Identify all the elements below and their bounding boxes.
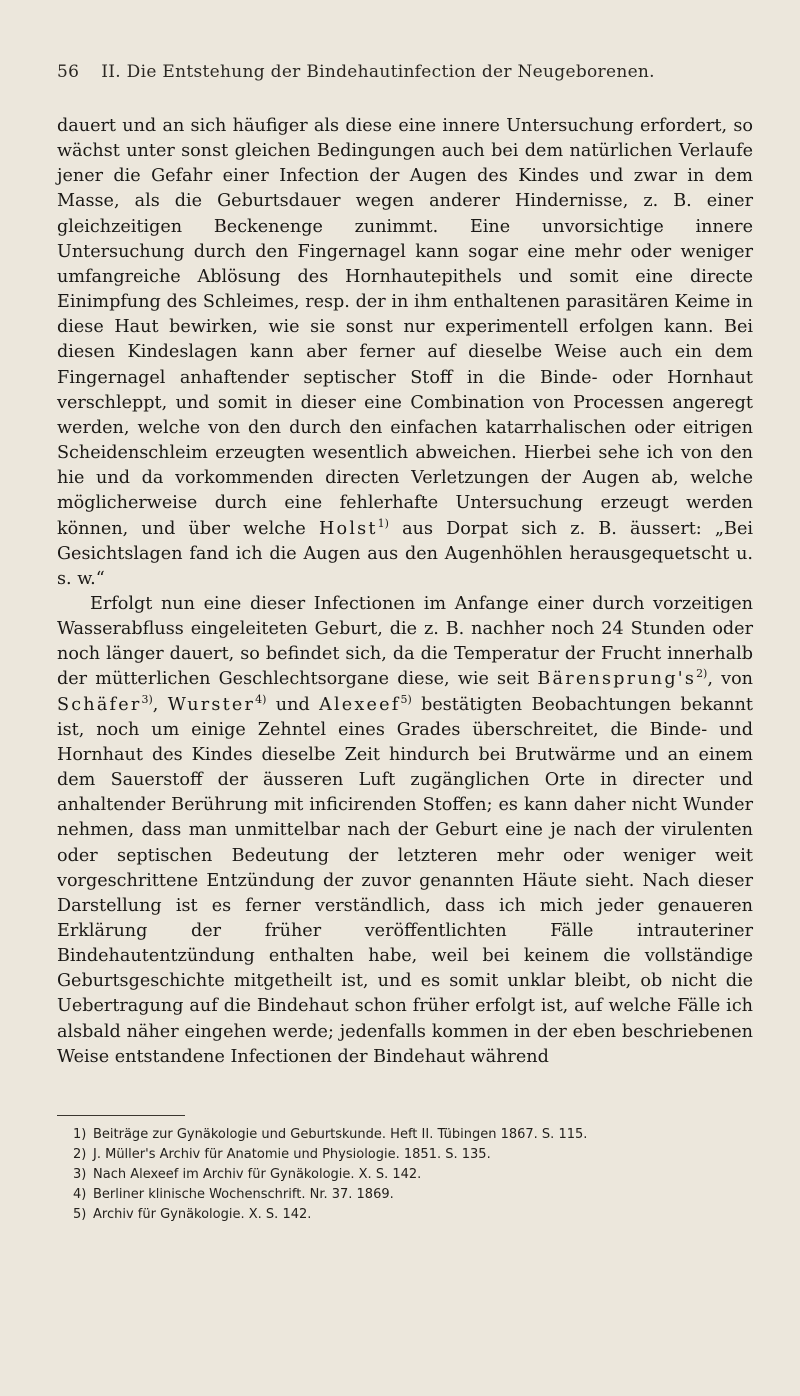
footnote-text: Nach Alexeef im Archiv für Gynäkologie. X. S. 142. xyxy=(93,1167,422,1182)
chapter-title: II. Die Entstehung der Bindehautinfection der Neugeborenen. xyxy=(101,62,655,82)
footnote xyxy=(73,1125,763,1145)
body-text xyxy=(57,114,753,1070)
footnote xyxy=(73,1185,763,1205)
page-number: 56 xyxy=(57,62,80,82)
footnote-ref: 4) xyxy=(255,692,267,706)
footnote-number: 2) xyxy=(73,1147,87,1162)
footnote-divider xyxy=(57,1115,185,1116)
footnote-text: Berliner klinische Wochenschrift. Nr. 37. 1869. xyxy=(93,1187,394,1202)
footnote-ref: 5) xyxy=(400,692,412,706)
text-run: , xyxy=(152,694,168,715)
author-name: Wurster xyxy=(167,694,256,715)
author-name: Holst xyxy=(319,518,378,539)
footnote-number: 1) xyxy=(73,1127,87,1142)
footnote-text: Archiv für Gynäkologie. X. S. 142. xyxy=(93,1207,312,1222)
footnote xyxy=(73,1145,763,1165)
footnote-number: 5) xyxy=(73,1207,87,1222)
text-run: Erfolgt nun eine dieser Infectionen im Anfange einer durch vorzeitigen Wasserabfluss eingeleiteten Geburt, die z. B. nachher noch 24 Stunden oder noch länger dauert, so befindet sich, da die Temperatur der Frucht innerhalb der mütterlichen Geschlechtsorgane diese, wie seit xyxy=(57,593,753,690)
author-name: Alexeef xyxy=(319,694,401,715)
text-run: und xyxy=(266,694,320,715)
footnote-ref: 2) xyxy=(696,667,708,681)
paragraph xyxy=(57,114,753,592)
footnote-ref: 3) xyxy=(141,692,153,706)
text-run: dauert und an sich häufiger als diese eine innere Untersuchung erfordert, so wächst unter sonst gleichen Bedingungen auch bei dem natürlichen Verlaufe jener die Gefahr einer Infection der Augen des Kindes und zwar in dem Masse, als die Geburtsdauer wegen anderer Hindernisse, z. B. einer gleichzeitigen Beckenenge zunimmt. Eine unvorsichtige innere Untersuchung durch den Fingernagel kann sogar eine mehr oder weniger umfangreiche Ablösung des Hornhautepithels und somit eine directe Einimpfung des Schleimes, resp. der in ihm enthaltenen parasitären Keime in diese Haut bewirken, wie sie sonst nur experimentell erfolgen kann. Bei diesen Kindeslagen kann aber ferner auf dieselbe Weise auch ein dem Fingernagel anhaftender septischer Stoff in die Binde- oder Hornhaut verschleppt, und somit in dieser eine Combination von Processen angeregt werden, welche von den durch den einfachen katarrhalischen oder eitrigen Scheidenschleim erzeugten wesentlich abweichen. Hierbei sehe ich von den hie und da vorkommenden directen Verletzungen der Augen ab, welche möglicherweise durch eine fehlerhafte Untersuchung erzeugt werden können, und über welche xyxy=(57,116,753,539)
footnote-text: J. Müller's Archiv für Anatomie und Physiologie. 1851. S. 135. xyxy=(93,1147,491,1162)
text-run: aus Dorpat sich z. B. äussert: „Bei Gesichtslagen fand ich die Augen aus den Augenhöhlen herausgequetscht u. s. w.“ xyxy=(57,518,753,589)
running-head xyxy=(57,62,757,82)
footnotes xyxy=(73,1125,763,1225)
footnote-number: 3) xyxy=(73,1167,87,1182)
footnote-number: 4) xyxy=(73,1187,87,1202)
footnote xyxy=(73,1165,763,1185)
author-name: Schäfer xyxy=(57,694,142,715)
footnote-ref: 1) xyxy=(377,516,389,530)
author-name: Bärensprung's xyxy=(537,669,697,690)
text-run: bestätigten Beobachtungen bekannt ist, noch um einige Zehntel eines Grades überschreitet, die Binde- und Hornhaut des Kindes dieselbe Zeit hindurch bei Brutwärme und an einem dem Sauerstoff der äusseren Luft zugänglichen Orte in directer und anhaltender Berührung mit inficirenden Stoffen; es kann daher nicht Wunder nehmen, dass man unmittelbar nach der Geburt eine je nach der virulenten oder septischen Bedeutung der letzteren mehr oder weniger weit vorgeschrittene Entzündung der zuvor genannten Häute sieht. Nach dieser Darstellung ist es ferner verständlich, dass ich mich jeder genaueren Erklärung der früher veröffentlichten Fälle intrauteriner Bindehautentzündung enthalten habe, weil bei keinem die vollständige Geburtsgeschichte mitgetheilt ist, und es somit unklar bleibt, ob nicht die Uebertragung auf die Bindehaut schon früher erfolgt ist, auf welche Fälle ich alsbald näher eingehen werde; jedenfalls kommen in der eben beschriebenen Weise entstandene Infectionen der Bindehaut während xyxy=(57,694,753,1067)
paragraph xyxy=(57,592,753,1070)
text-run: , von xyxy=(707,669,753,690)
footnote-text: Beiträge zur Gynäkologie und Geburtskunde. Heft II. Tübingen 1867. S. 115. xyxy=(93,1127,588,1142)
footnote xyxy=(73,1205,763,1225)
